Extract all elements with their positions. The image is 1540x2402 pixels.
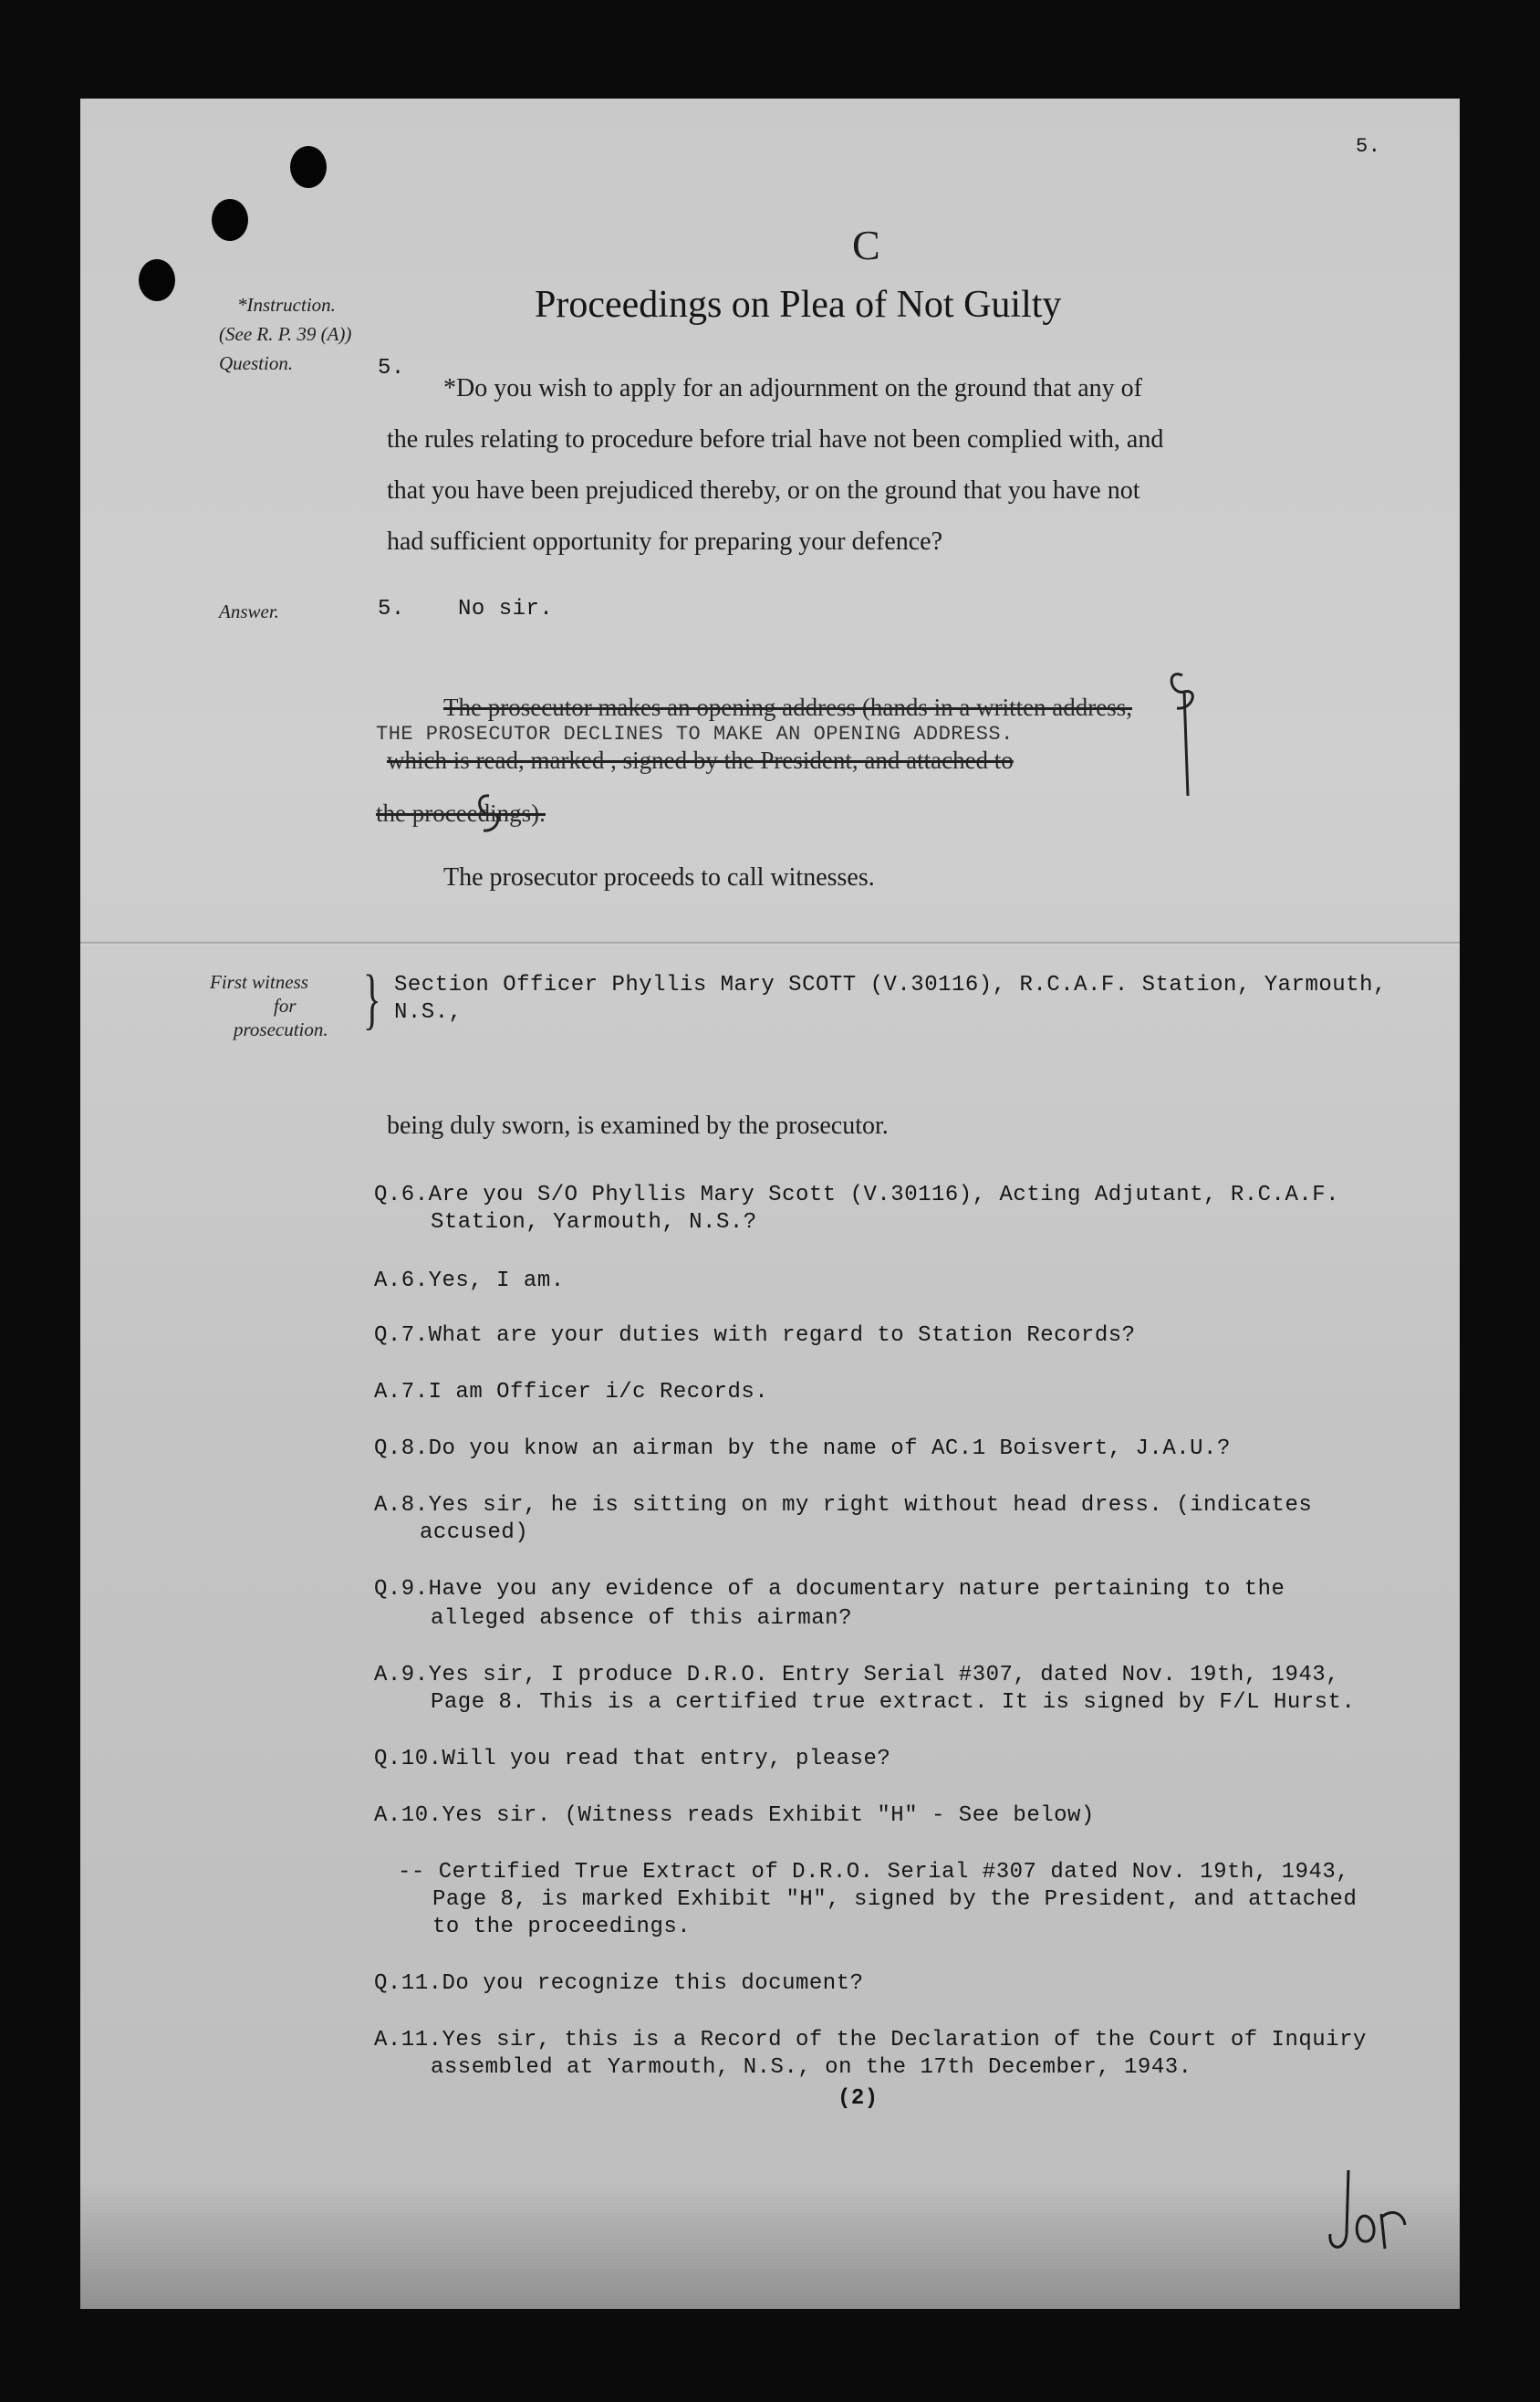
qa-line: Q.6.Are you S/O Phyllis Mary Scott (V.30116), Acting Adjutant, R.C.A.F. <box>374 1183 1340 1207</box>
margin-question: Question. <box>219 352 294 374</box>
qa-line: Q.11.Do you recognize this document? <box>374 1971 864 1996</box>
qa-line: A.9.Yes sir, I produce D.R.O. Entry Serial #307, dated Nov. 19th, 1943, <box>374 1663 1340 1687</box>
question5-line: that you have been prejudiced thereby, or on the ground that you have not <box>387 476 1140 505</box>
answer-number: 5. <box>378 597 405 621</box>
witness-line: Section Officer Phyllis Mary SCOTT (V.30116), R.C.A.F. Station, Yarmouth, <box>394 973 1387 997</box>
handwritten-signature <box>1321 2161 1431 2261</box>
struck-form-line: The prosecutor makes an opening address (hands in a written address, <box>443 694 1133 721</box>
punch-hole <box>290 146 327 188</box>
qa-line: Q.9.Have you any evidence of a documentary nature pertaining to the <box>374 1577 1285 1602</box>
section-letter: C <box>852 222 880 268</box>
margin-brace: } <box>363 962 381 1037</box>
qa-line: accused) <box>420 1520 529 1545</box>
qa-line: Q.8.Do you know an airman by the name of AC.1 Boisvert, J.A.U.? <box>374 1436 1231 1461</box>
margin-answer: Answer. <box>219 600 279 622</box>
answer5-text: No sir. <box>458 597 554 621</box>
exhibit-note-line: Page 8, is marked Exhibit "H", signed by the President, and attached <box>432 1887 1358 1912</box>
handwritten-initials-mark <box>1157 659 1212 805</box>
exhibit-note-line: -- Certified True Extract of D.R.O. Serial #307 dated Nov. 19th, 1943, <box>398 1860 1350 1885</box>
handwritten-initials-mark <box>462 788 516 843</box>
exhibit-note-line: to the proceedings. <box>432 1915 692 1939</box>
document-page <box>80 99 1460 2309</box>
question5-line: had sufficient opportunity for preparing your defence? <box>387 527 943 556</box>
witness-line: N.S., <box>394 1000 463 1025</box>
question5-line: *Do you wish to apply for an adjournment on the ground that any of <box>443 374 1142 402</box>
qa-line: Q.10.Will you read that entry, please? <box>374 1747 891 1771</box>
margin-witness: First witness <box>210 971 308 993</box>
qa-line: assembled at Yarmouth, N.S., on the 17th December, 1943. <box>431 2055 1192 2080</box>
qa-line: A.10.Yes sir. (Witness reads Exhibit "H" - See below) <box>374 1803 1095 1828</box>
qa-line: Q.7.What are your duties with regard to Station Records? <box>374 1323 1136 1348</box>
margin-witness: prosecution. <box>234 1018 328 1040</box>
question-number: 5. <box>378 356 405 381</box>
sworn-statement: being duly sworn, is examined by the prosecutor. <box>387 1112 889 1140</box>
struck-form-line: the proceedings). <box>376 799 546 827</box>
punch-hole <box>139 259 175 301</box>
qa-line: A.6.Yes, I am. <box>374 1269 565 1293</box>
question5-line: the rules relating to procedure before trial have not been complied with, and <box>387 425 1164 454</box>
qa-line: alleged absence of this airman? <box>431 1606 852 1631</box>
qa-line: A.11.Yes sir, this is a Record of the Declaration of the Court of Inquiry <box>374 2028 1367 2052</box>
margin-rule-ref: (See R. P. 39 (A)) <box>219 323 352 345</box>
section-title: Proceedings on Plea of Not Guilty <box>535 284 1062 326</box>
qa-line: Station, Yarmouth, N.S.? <box>431 1210 757 1235</box>
page-marker: (2) <box>838 2086 879 2111</box>
margin-witness: for <box>274 995 297 1017</box>
margin-instruction: *Instruction. <box>237 294 336 316</box>
qa-line: A.8.Yes sir, he is sitting on my right without head dress. (indicates <box>374 1493 1313 1518</box>
punch-hole <box>212 199 248 241</box>
page-number: 5. <box>1356 135 1381 158</box>
page-shadow <box>80 2181 1460 2309</box>
typed-insert: THE PROSECUTOR DECLINES TO MAKE AN OPENING ADDRESS. <box>376 723 1014 746</box>
qa-line: A.7.I am Officer i/c Records. <box>374 1380 769 1405</box>
page-fold <box>80 942 1460 945</box>
call-witnesses: The prosecutor proceeds to call witnesses. <box>443 863 875 892</box>
qa-line: Page 8. This is a certified true extract. It is signed by F/L Hurst. <box>431 1690 1356 1715</box>
struck-form-line: which is read, marked , signed by the President, and attached to <box>387 747 1014 774</box>
